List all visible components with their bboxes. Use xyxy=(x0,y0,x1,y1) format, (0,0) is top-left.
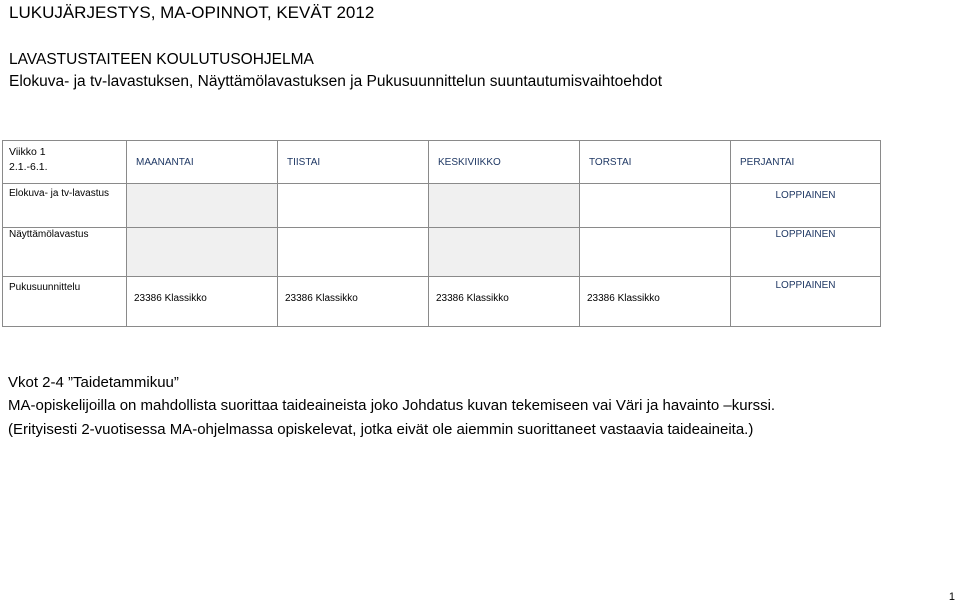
schedule-cell xyxy=(429,184,580,228)
day-friday: PERJANTAI xyxy=(731,141,881,184)
schedule-table xyxy=(2,140,881,327)
schedule-cell xyxy=(127,184,278,228)
schedule-cell xyxy=(127,228,278,277)
course-cell: 23386 Klassikko xyxy=(127,277,278,327)
day-thursday: TORSTAI xyxy=(580,141,731,184)
day-tuesday: TIISTAI xyxy=(278,141,429,184)
row-label-puku: Pukusuunnittelu xyxy=(3,277,127,327)
holiday-cell: LOPPIAINEN xyxy=(731,277,881,327)
page-number: 1 xyxy=(948,591,955,603)
course-cell: 23386 Klassikko xyxy=(580,277,731,327)
schedule-cell xyxy=(580,184,731,228)
schedule-cell xyxy=(278,184,429,228)
schedule-cell xyxy=(429,228,580,277)
holiday-cell: LOPPIAINEN xyxy=(731,184,881,228)
course-cell: 23386 Klassikko xyxy=(429,277,580,327)
row-label-elokuva: Elokuva- ja tv-lavastus xyxy=(3,184,127,228)
schedule-cell xyxy=(278,228,429,277)
note-eligibility: (Erityisesti 2-vuotisessa MA-ohjelmassa opiskelevat, jotka eivät ole aiemmin suorittaneet vastaavia taideaineita.) xyxy=(8,421,754,438)
day-header-row xyxy=(3,141,881,184)
week-label: Viikko 1 xyxy=(9,146,46,158)
table-row xyxy=(3,184,881,228)
day-wednesday: KESKIVIIKKO xyxy=(429,141,580,184)
day-monday: MAANANTAI xyxy=(127,141,278,184)
row-label-nayttamo: Näyttämölavastus xyxy=(3,228,127,277)
program-title: LAVASTUSTAITEEN KOULUTUSOHJELMA xyxy=(9,51,314,68)
schedule-cell xyxy=(580,228,731,277)
note-courses: MA-opiskelijoilla on mahdollista suorittaa taideaineista joko Johdatus kuvan tekemiseen vai Väri ja havainto –kurssi. xyxy=(8,397,776,414)
note-weeks: Vkot 2-4 ”Taidetammikuu” xyxy=(8,374,179,391)
holiday-cell: LOPPIAINEN xyxy=(731,228,881,277)
week-cell xyxy=(3,141,127,184)
page-title: LUKUJÄRJESTYS, MA-OPINNOT, KEVÄT 2012 xyxy=(9,3,375,22)
table-row xyxy=(3,277,881,327)
table-row xyxy=(3,228,881,277)
week-dates: 2.1.-6.1. xyxy=(9,161,48,173)
course-cell: 23386 Klassikko xyxy=(278,277,429,327)
tracks-subtitle: Elokuva- ja tv-lavastuksen, Näyttämölavastuksen ja Pukusuunnittelun suuntautumisvaihtoehdot xyxy=(9,73,663,90)
